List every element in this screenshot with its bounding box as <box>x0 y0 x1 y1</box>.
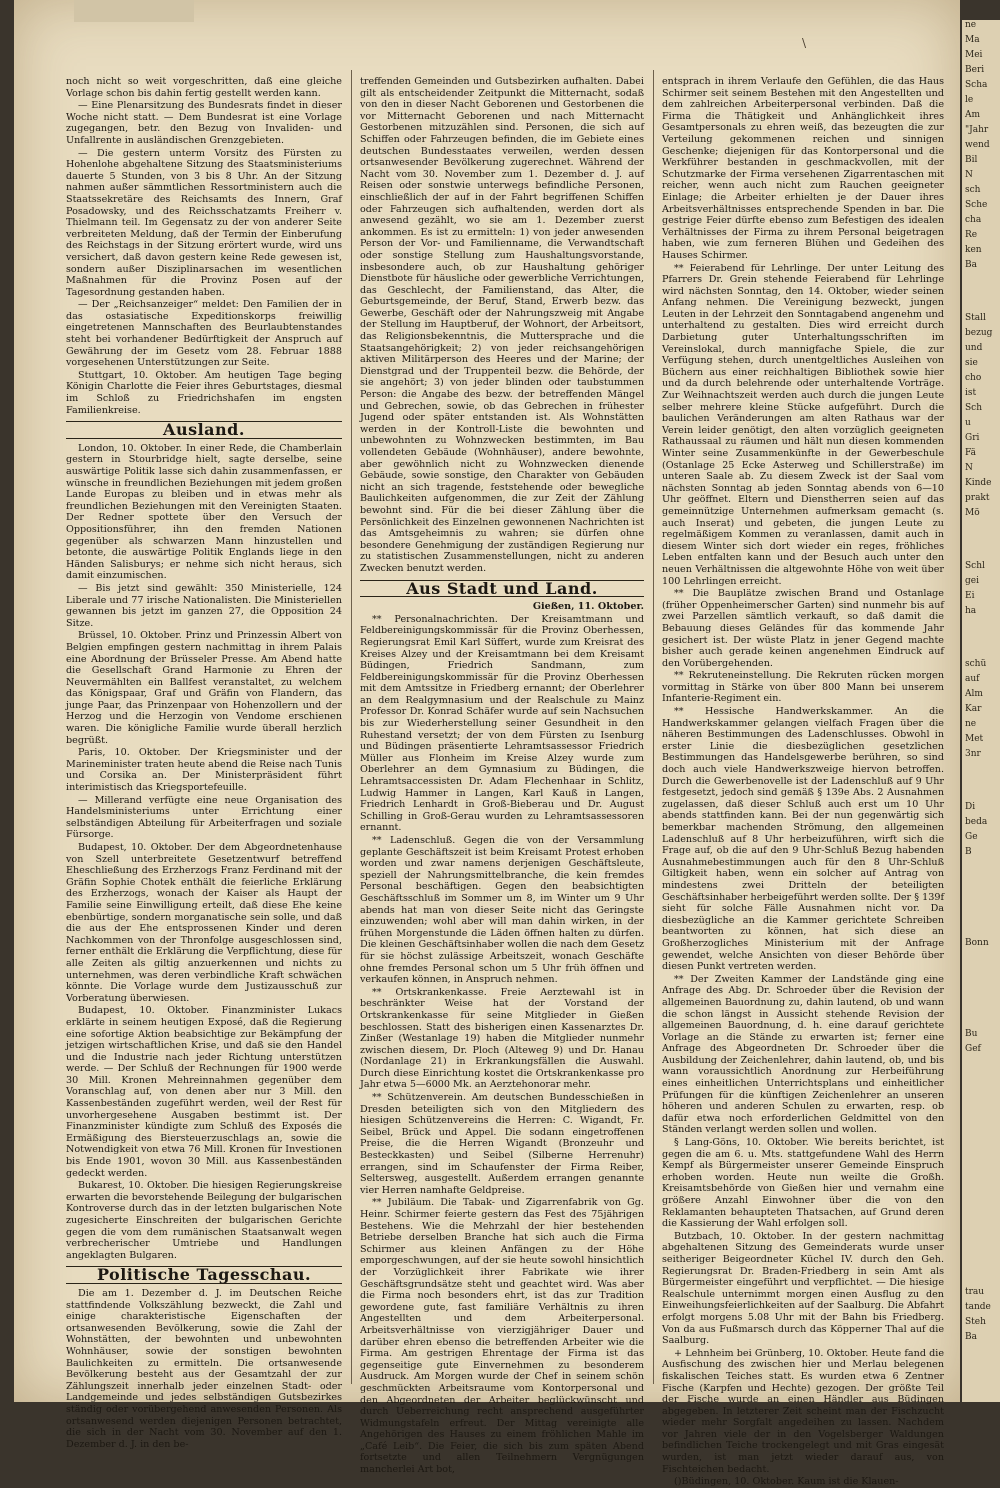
paragraph: ** Schützenverein. Am deutschen Bundesschießen in Dresden beteiligten sich von den Mitgliedern des hiesigen Schützenvereins die Herren: C. Wigandt, Fr. Seibel, Brück und Appel. Die sodann eingetroffenen Preise, die die Herren Wigandt (Bronzeuhr und Besteckkasten) und Seibel (Silberne Herrenuhr) errangen, sind im Schaufenster der Firma Reiber, Seltersweg, ausgestellt. Außerdem errangen genannte vier Herren namhafte Geldpreise. <box>360 1092 644 1196</box>
strip-fragment: Ma <box>965 35 980 45</box>
paragraph: treffenden Gemeinden und Gutsbezirken aufhalten. Dabei gilt als entscheidender Zeitpunkt die Mitternacht, sodaß von den in dieser Nacht Geborenen und Gestorbenen die vor Mitternacht Geborenen und nach Mitternacht Gestorbenen mitzuzählen sind. Personen, die sich auf Schiffen oder Fahrzeugen befinden, die im Gebiete eines deutschen Bundesstaates verweilen, werden dessen ortsanwesender Bevölkerung zugerechnet. Während der Nacht vom 30. November zum 1. Dezember d. J. auf Reisen oder sonstwie unterwegs befindliche Personen, einschließlich der auf in der Fahrt begriffenen Schiffen oder Fahrzeugen sich aufhaltenden, werden dort als anwesend gezählt, wo sie am 1. Dezember zuerst ankommen. Es ist zu ermitteln: 1) von jeder anwesenden Person der Vor- und Familienname, die Verwandtschaft oder sonstige Stellung zum Haushaltungsvorstande, insbesondere auch, ob zur Haushaltung gehöriger Dienstbote für häusliche oder gewerbliche Verrichtungen, das Geschlecht, der Familienstand, das Alter, die Geburtsgemeinde, der Beruf, Stand, Erwerb bezw. das Gewerbe, Geschäft oder der Nahrungszweig mit Angabe der Stellung im Hauptberuf, der Wohnort, der Arbeitsort, das Religionsbekenntnis, die Muttersprache und die Staatsangehörigkeit; 2) von jeder reichsangehörigen aktiven Militärperson des Heeres und der Marine; der Dienstgrad und der Truppenteil bezw. die Behörde, der sie angehört; 3) von jeder blinden oder taubstummen Person: die Angabe des bezw. der betreffenden Mängel und Gebrechen, sowie, ob das Gebrechen in frühester Jugend oder später entstanden ist. Als Wohnstätten werden in der Kontroll-Liste die bewohnten und unbewohnten zu Wohnzwecken bestimmten, im Bau vollendeten Gebäude (Wohnhäuser), andere bewohnte, aber gewöhnlich nicht zu Wohnzwecken dienende Gebäude, sowie sonstige, den Charakter von Gebäuden nicht an sich tragende, feststehende oder bewegliche Baulichkeiten aufgenommen, die zur Zeit der Zählung bewohnt sind. Für die bei dieser Zählung über die Persönlichkeit des Einzelnen gewonnenen Nachrichten ist das Amtsgeheimnis zu wahren; sie dürfen ohne besondere Genehmigung der zuständigen Regierung nur zu statistischen Zusammenstellungen, nicht zu anderen Zwecken benutzt werden. <box>360 76 644 574</box>
strip-gap <box>962 862 1000 900</box>
page-edge-tape <box>74 0 194 22</box>
strip-fragment: wend <box>965 140 990 150</box>
paragraph: ** Jubiläum. Die Tabak- und Zigarrenfabrik von Gg. Heinr. Schirmer feierte gestern das Fest des 75jährigen Bestehens. Wie die Mehrzahl der hier bestehenden Betriebe derselben Branche hat sich auch die Firma Schirmer aus kleinen Anfängen zu der Höhe emporgeschwungen, auf der sie heute sowohl hinsichtlich der Vorzüglichkeit ihrer Fabrikate wie ihrer Geschäftsgrundsätze steht und geachtet wird. Was aber die Firma noch besonders ehrt, ist das zur Tradition gewordene gute, fast familiäre Verhältnis zu ihren Angestellten und dem Arbeiterpersonal. Arbeitsverhältnisse von vierzigjähriger Dauer und darüber ehren ebenso die betreffenden Arbeiter wie die Firma. Am gestrigen Ehrentage der Firma ist das gegenseitige gute Einvernehmen zu besonderem Ausdruck. Am Morgen wurde der Chef in seinem schön geschmückten Arbeitsraume vom Kontorpersonal und den Abgeordneten der Arbeiter beglückwünscht und durch Ueberreichung recht ansprechend ausgeführter Widmungstafeln erfreut. Der Mittag vereinigte alle Angehörigen des Hauses zu einem fröhlichen Mahle im „Café Leib“. Die Feier, die sich bis zum späten Abend fortsetzte und allen Teilnehmern Vergnügungen mancherlei Art bot, <box>360 1197 644 1476</box>
paragraph: — Die gestern unterm Vorsitz des Fürsten zu Hohenlohe abgehaltene Sitzung des Staatsministeriums dauerte 5 Stunden, von 3 bis 8 Uhr. An der Sitzung nahmen außer sämmtlichen Ressortministern auch die Staatssekretäre des Reichsamts des Innern, Graf Posadowsky, und des Reichsschatzamts Freiherr v. Thielmann teil. Im Gegensatz zu der von anderer Seite verbreiteten Meldung, daß der Termin der Einberufung des Reichstags in der Sitzung erörtert wurde, wird uns versichert, daß davon gestern keine Rede gewesen ist, sondern außer Disziplinarsachen im wesentlichen Maßnahmen für die Provinz Posen auf der Tagesordnung gestanden haben. <box>66 147 342 298</box>
corner-mark: \ <box>802 36 807 50</box>
strip-fragment: sie <box>965 358 978 368</box>
strip-fragment: Sch <box>965 403 983 413</box>
strip-fragment: B <box>965 847 972 857</box>
strip-gap <box>962 1249 1000 1287</box>
strip-fragment: Steh <box>965 1317 986 1327</box>
strip-gap <box>962 1135 1000 1173</box>
strip-fragment: N <box>965 463 973 473</box>
strip-fragment: Gef <box>965 1044 981 1054</box>
strip-fragment: Mei <box>965 50 983 60</box>
strip-fragment: Kar <box>965 704 982 714</box>
strip-gap <box>962 953 1000 991</box>
strip-fragment: schü <box>965 659 987 669</box>
strip-fragment: Fä <box>965 448 976 458</box>
strip-fragment: und <box>965 343 983 353</box>
paragraph: ** Feierabend für Lehrlinge. Der unter Leitung des Pfarrers Dr. Grein stehende Feierabend für Lehrlinge wird nächsten Sonntag, den 14. Oktober, wieder seinen Anfang nehmen. Die Vereinigung bezweckt, jungen Leuten in der Lehrzeit den Sonntagabend angenehm und unterhaltend zu gestalten. Dies wird erreicht durch Darbietung guter Unterhaltungsschriften im Vereinslokal, durch mannigfache Spiele, die zur Verfügung stehen, durch unentgeltliches Ausleihen von Büchern aus einer reichhaltigen Bibliothek sowie hier und da durch belehrende oder unterhaltende Vorträge. Zur Weihnachtszeit werden auch durch die jungen Leute selber mehrere kleine Stücke aufgeführt. Durch die baulichen Veränderungen am alten Rathaus war der Verein leider genötigt, den alten vorzüglich geeigneten Rathaussaal zu räumen und hält nun diesen kommenden Winter seine Zusammenkünfte in der Gewerbeschule (Ostanlage 25 Ecke Asterweg und Schillerstraße) im unteren Saale ab. Zu diesem Zweck ist der Saal vom nächsten Sonntag ab jeden Sonntag abends von 6—10 Uhr geöffnet. Eltern und Dienstherren seien auf das gemeinnützige Unternehmen aufmerksam gemacht (s. auch Inserat) und gebeten, die jungen Leute zu regelmäßigem Kommen zu veranlassen, damit auch in diesem Winter sich dort wieder ein reges, fröhliches Leben entfalten kann und der Besuch auch unter den neuen Verhältnissen die altgewohnte Höhe von weit über 100 Lehrlingen erreicht. <box>662 262 944 587</box>
paragraph: Butzbach, 10. Oktober. In der gestern nachmittag abgehaltenen Sitzung des Gemeinderats wurde unser seitheriger Beigeordneter Küchel IV. durch den Geh. Regierungsrat Dr. Braden-Friedberg in sein Amt als Bürgermeister eingeführt und verpflichtet. — Die hiesige Realschule unternimmt morgen einen Ausflug zu den Einweihungsfeierlichkeiten auf der Saalburg. Die Abfahrt erfolgt morgens 5.08 Uhr mit der Bahn bis Friedberg. Von da aus Fußmarsch durch das Köpperner Thal auf die Saalburg. <box>662 1230 944 1347</box>
strip-gap <box>962 275 1000 313</box>
strip-gap <box>962 523 1000 561</box>
strip-fragment: Bu <box>965 1029 978 1039</box>
strip-gap <box>962 900 1000 938</box>
paragraph: ** Rekruteneinstellung. Die Rekruten rücken morgen vormittag in Stärke von über 800 Mann bei unserem Infanterie-Regiment ein. <box>662 670 944 705</box>
strip-fragment: trau <box>965 1287 985 1297</box>
paragraph: § Lang-Göns, 10. Oktober. Wie bereits berichtet, ist gegen die am 6. u. Mts. stattgefundene Wahl des Herrn Kempf als Bürgermeister unserer Gemeinde Einspruch erhoben worden. Heute nun weilte die Großh. Kreisamtsbehörde von Gießen hier und vernahm eine größere Anzahl Einwohner über die von den Reklamanten behaupteten Thatsachen, auf Grund deren die Kassierung der Wahl erfolgen soll. <box>662 1137 944 1230</box>
strip-fragment: bezug <box>965 328 993 338</box>
strip-fragment: Am <box>965 110 981 120</box>
paragraph: + Lehnheim bei Grünberg, 10. Oktober. Heute fand die Ausfischung des zwischen hier und Merlau belegenen fiskalischen Teiches statt. Es wurden etwa 6 Zentner Fische (Karpfen und Hechte) gezogen. Der größte Teil der Fische wurde an einen Händler aus Büdingen abgegeben. In letzterer Zeit scheint man der Fischzucht wieder mehr Sorgfalt angedeihen zu lassen. Nachdem vor Jahren viele der in den Vogelsberger Waldungen befindlichen Teiche trockengelegt und mit Gras eingesät wurden, ist man jetzt wieder darauf aus, von Fischteichen bedacht. <box>662 1347 944 1475</box>
column-left <box>66 76 342 1450</box>
strip-fragment: Mö <box>965 508 980 518</box>
paragraph: noch nicht so weit vorgeschritten, daß eine gleiche Vorlage schon bis dahin fertig gestellt werden kann. <box>66 76 342 99</box>
strip-fragment: ne <box>965 719 977 729</box>
strip-fragment: ha <box>965 606 977 616</box>
strip-fragment: "Jahr <box>965 125 989 135</box>
paragraph: ()Büdingen, 10. Oktober. Kaum ist die Klauen- <box>674 1476 899 1488</box>
strip-fragment: Ba <box>965 1332 977 1342</box>
strip-fragment: Ei <box>965 591 975 601</box>
strip-fragment: Beri <box>965 65 985 75</box>
strip-gap <box>962 1059 1000 1097</box>
paragraph: ** Ortskrankenkasse. Freie Aerztewahl ist in beschränkter Weise hat der Vorstand der Ortskrankenkasse für seine Mitglieder in Gießen beschlossen. Statt des bisherigen einen Kassenarztes Dr. Zinßer (Westanlage 19) haben die Mitglieder nunmehr zwischen diesem, Dr. Ploch (Alteweg 9) und Dr. Hanau (Nordanlage 21) in Erkrankungsfällen die Auswahl. Durch diese Einrichtung kostet die Ortskrankenkasse pro Jahr etwa 5—6000 Mk. an Aerztehonorar mehr. <box>360 986 644 1091</box>
strip-fragment: Stall <box>965 313 986 323</box>
column-rule <box>351 70 352 1384</box>
paragraph: — Der „Reichsanzeiger“ meldet: Den Familien der in das ostasiatische Expeditionskorps freiwillig eingetretenen Mannschaften des Beurlaubtenstandes steht bei vorhandener Bedürftigkeit der Anspruch auf Gewährung der im Gesetz vom 28. Februar 1888 vorgesehenen Unterstützungen zur Seite. <box>66 299 342 369</box>
paragraph: ** Der Zweiten Kammer der Landstände ging eine Anfrage des Abg. Dr. Schroeder über die Revision der allgemeinen Bauordnung zu, dahin lautend, ob und wann die schon längst in Aussicht stehende Revision der allgemeinen Bauordnung, d. h. eine darauf gerichtete Vorlage an die Stände zu erwarten ist; ferner eine Anfrage des Abgeordneten Dr. Schroeder über die Ausbildung der Zeichenlehrer, dahin lautend, ob, und bis wann voraussichtlich Anordnung zur Herbeiführung eines einheitlichen Unterrichtsplans und einheitlicher Prüfungen für die künftigen Zeichenlehrer an unseren höheren und anderen Schulen zu erwarten, resp. ob dafür etwa noch erforderlichen Geldmittel von den Ständen verlangt werden sollen und wollen. <box>662 973 944 1136</box>
strip-fragment: Ba <box>965 260 977 270</box>
strip-fragment: beda <box>965 817 988 827</box>
strip-fragment: ne <box>965 20 977 30</box>
paragraph: ** Ladenschluß. Gegen die von der Versammlung geplante Geschäftszeit ist beim Kreisamt Protest erhoben worden und zwar namens derjenigen Geschäftsleute, speziell der Nahrungsmittelbranche, die kein fremdes Personal beschäftigen. Gegen den beabsichtigten Geschäftsschluß im Sommer um 8, im Winter um 9 Uhr abends hat man von dieser Seite nicht das Geringste einzuwenden; wohl aber will man dahin wirken, in der frühen Morgenstunde die Läden öffnen halten zu dürfen. Die kleinen Geschäftsinhaber wollen die nach dem Gesetz für sie höchst zulässige Arbeitszeit, wonach Geschäfte ohne fremdes Personal schon um 5 Uhr früh öffnen und verkaufen können, in Anspruch nehmen. <box>360 835 644 986</box>
column-rule <box>653 70 654 1384</box>
newspaper-page <box>14 0 960 1488</box>
strip-gap <box>962 991 1000 1029</box>
paragraph: — Bis jetzt sind gewählt: 350 Ministerielle, 124 Liberale und 77 irische Nationalisten. Die Ministeriellen gewannen bis jetzt im ganzen 27, die Opposition 24 Sitze. <box>66 582 342 629</box>
strip-gap <box>962 1211 1000 1249</box>
paragraph: entsprach in ihrem Verlaufe den Gefühlen, die das Haus Schirmer seit seinem Bestehen mit den Angestellten und dem zahlreichen Arbeiterpersonal verbinden. Daß die Firma die Thätigkeit und Anhänglichkeit ihres Gesamtpersonals zu ehren weiß, das bezeugten die zur Verteilung gekommenen reichen und sinnigen Geschenke; diejenigen für das Kontorpersonal und die Werkführer bestanden in geschmackvollen, mit der Schutzmarke der Firma versehenen Zigarrentaschen mit reicher, wenn auch nicht zum Rauchen geeigneter Einlage; die Arbeiter erhielten je der Dauer ihres Arbeitsverhältnisses entsprechende Spenden in bar. Die gestrige Feier dürfte ebenso zum Befestigen des idealen Verhältnisses der Firma zu ihrem Personal beigetragen haben, wie zum ferneren Blühen und Gedeihen des Hauses Schirmer. <box>662 76 944 261</box>
strip-fragment: Sche <box>965 200 988 210</box>
strip-fragment: Di <box>965 802 976 812</box>
paragraph: London, 10. Oktober. In einer Rede, die Chamberlain gestern in Stourbridge hielt, sagte derselbe, seine auswärtige Politik lasse sich dahin zusammenfassen, er wünsche in freundlichen Beziehungen mit jedem großen Lande Europas zu bleiben und in etwas mehr als freundlichen Beziehungen mit den Vereinigten Staaten. Der Redner spottete über den Versuch der Oppositionsführer, ihn den fremden Nationen gegenüber als schwarzen Mann hinzustellen und betonte, die auswärtige Politik Englands liege in den Händen Salisburys; er nehme sich nicht heraus, sich damit einzumischen. <box>66 442 342 582</box>
section-heading-stadt-und-land: Aus Stadt und Land. <box>360 580 644 598</box>
strip-fragment: ken <box>965 245 982 255</box>
dateline: Gießen, 11. Oktober. <box>532 601 644 613</box>
strip-gap <box>962 1097 1000 1135</box>
strip-fragment: prakt <box>965 493 990 503</box>
section-heading-ausland: Ausland. <box>66 421 342 439</box>
strip-fragment: Kinde <box>965 478 992 488</box>
paragraph: Paris, 10. Oktober. Der Kriegsminister und der Marineminister traten heute abend die Reise nach Tunis und Corsika an. Der Ministerpräsident führt interimistisch das Kriegsportefeuille. <box>66 747 342 794</box>
strip-fragment: sch <box>965 185 981 195</box>
paragraph: ** Hessische Handwerkskammer. An die Handwerkskammer gelangen vielfach Fragen über die näheren Bestimmungen des Ladenschlusses. Obwohl in erster Linie die diesbezüglichen gesetzlichen Bestimmungen das Handelsgewerbe berühren, so sind doch auch viele Handwerkszweige hiervon betroffen. Durch die Gewerbenovelle ist der Ladenschluß auf 9 Uhr festgesetzt, jedoch sind gemäß § 139e Abs. 2 Ausnahmen zugelassen, daß dieser Schluß auch erst um 10 Uhr abends stattfinden kann. Bei der nun gegenwärtig sich bemerkbar machenden Strömung, den allgemeinen Ladenschluß auf 8 Uhr herbeizuführen, wirft sich die Frage auf, ob die auf den 9 Uhr-Schluß Bezug habenden Ausnahmebestimmungen auch für den 8 Uhr-Schluß Giltigkeit haben, wenn ein solcher auf Antrag von mindestens zwei Dritteln der beteiligten Geschäftsinhaber herbeigeführt werden sollte. Der § 139f sieht für solche Fälle Ausnahmen nicht vor. Da diesbezügliche an die Kammer gerichtete Schreiben beantworten zu können, hat sich diese an Großherzogliches Ministerium mit der Anfrage gewendet, welche Ansichten von dieser Behörde über diesen Punkt vertreten werden. <box>662 706 944 973</box>
strip-fragment: ist <box>965 388 977 398</box>
paragraph: Budapest, 10. Oktober. Finanzminister Lukacs erklärte in seinem heutigen Exposé, daß die Regierung eine sofortige Aktion beabsichtige zur Bekämpfung der jetzigen wirtschaftlichen Krise, und daß sie den Handel und die Industrie nach jeder Richtung unterstützen werde. — Der Schluß der Rechnungen für 1900 werde 30 Mill. Kronen Mehreinnahmen gegenüber dem Voranschlag auf, von denen aber nur 3 Mill. den Kassenbeständen zugeführt werden, weil der Rest für unvorhergesehene Ausgaben bestimmt ist. Der Finanzminister kündigte zum Schluß des Exposés die Ermäßigung des Biersteuerzuschlags an, sowie die Notwendigkeit von etwa 76 Mill. Kronen für Investionen bis Ende 1901, wovon 30 Mill. aus Kassenbeständen gedeckt werden. <box>66 1005 342 1179</box>
strip-fragment: Gri <box>965 433 980 443</box>
strip-fragment: Alm <box>965 689 983 699</box>
paragraph: Stuttgart, 10. Oktober. Am heutigen Tage beging Königin Charlotte die Feier ihres Geburtstages, diesmal im Schloß zu Friedrichshafen im engsten Familienkreise. <box>66 369 342 416</box>
strip-fragment: Schl <box>965 561 985 571</box>
strip-fragment: cho <box>965 373 982 383</box>
paragraph: Bukarest, 10. Oktober. Die hiesigen Regierungskreise erwarten die bevorstehende Beilegung der bulgarischen Kontroverse durch das in der letzten bulgarischen Note zugesicherte Einschreiten der bulgarischen Gerichte gegen die vom dem rumänischen Staatsanwalt wegen verbrecherischer Umtriebe und Handlungen angeklagten Bulgaren. <box>66 1180 342 1261</box>
strip-fragment: Re <box>965 230 978 240</box>
strip-fragment: Scha <box>965 80 988 90</box>
column-right <box>662 76 944 1488</box>
paragraph: Budapest, 10. Oktober. Der dem Abgeordnetenhause von Szell unterbreitete Gesetzentwurf betreffend Eheschließung des Erzherzogs Franz Ferdinand mit der Gräfin Sophie Chotek enthält die feierliche Erklärung des Erzherzogs, wonach der Kaiser als Haupt der Familie seine Einwilligung erteilt, daß diese Ehe keine ebenbürtige, sondern morganatische sein solle, und daß die aus der Ehe entsprossenen Kinder und deren Nachkommen von der Thronfolge ausgeschlossen sind, ferner enthält die Erklärung die Verpflichtung, diese für alle Zeiten als giltig anzuerkennen und nichts zu unternehmen, was deren verbindliche Kraft schwächen könnte. Die Vorlage wurde dem Justizausschuß zur Vorberatung überwiesen. <box>66 842 342 1004</box>
section-heading-tagesschau: Politische Tagesschau. <box>66 1266 342 1284</box>
paragraph: ** Die Bauplätze zwischen Brand und Ostanlage (früher Oppenheimerscher Garten) sind nunmehr bis auf zwei Parzellen sämtlich verkauft, so daß damit die Bebauung dieses Geländes für das kommende Jahr gesichert ist. Der wüste Platz in jener Gegend machte bisher auch gerade keinen angenehmen Eindruck auf den Vorübergehenden. <box>662 588 944 669</box>
paragraph: — Millerand verfügte eine neue Organisation des Handelsministeriums unter Errichtung einer selbständigen Abteilung für Arbeiterfragen und soziale Fürsorge. <box>66 794 342 841</box>
column-middle <box>360 76 644 1476</box>
paragraph: Die am 1. Dezember d. J. im Deutschen Reiche stattfindende Volkszählung bezweckt, die Zahl und einige charakteristische Eigenschaften der ortsanwesenden Bevölkerung, sowie die Zahl der Wohnstätten, der bewohnten und unbewohnten Wohnhäuser, sowie der sonstigen bewohnten Baulichkeiten zu ermitteln. Die ortsanwesende Bevölkerung besteht aus der Gesamtzahl der zur Zählungszeit innerhalb jeder einzelnen Stadt- oder Landgemeinde und jedes selbständigen Gutsbezirkes ständig oder vorübergehend anwesenden Personen. Als ortsanwesend werden diejenigen Personen betrachtet, die sich in der Nacht vom 30. November auf den 1. Dezember d. J. in den be- <box>66 1287 342 1450</box>
strip-gap <box>962 621 1000 659</box>
paragraph: — Eine Plenarsitzung des Bundesrats findet in dieser Woche nicht statt. — Dem Bundesrat ist eine Vorlage zugegangen, betr. den Bezug von Invaliden- und Unfallrente in ausländischen Grenzgebieten. <box>66 100 342 146</box>
paragraph: Brüssel, 10. Oktober. Prinz und Prinzessin Albert von Belgien empfingen gestern nachmittag in ihrem Palais eine Abordnung der Brüsseler Presse. Am Abend hatte die Gesellschaft Grand Harmonie zu Ehren der Neuvermählten ein Ballfest veranstaltet, zu welchem das Königspaar, Graf und Gräfin von Flandern, das junge Paar, das Prinzenpaar von Hohenzollern und der Herzog und die Herzogin von Vendome erschienen waren. Die königliche Familie wurde überall herzlich begrüßt. <box>66 630 342 746</box>
strip-fragment: gei <box>965 576 979 586</box>
strip-fragment: tande <box>965 1302 991 1312</box>
strip-fragment: 3nr <box>965 749 981 759</box>
strip-gap <box>962 764 1000 802</box>
strip-fragment: u <box>965 418 971 428</box>
strip-fragment: cha <box>965 215 982 225</box>
paragraph: ** Personalnachrichten. Der Kreisamtmann und Feldbereinigungskommissär für die Provinz Oberhessen, Regierungsrat Emil Karl Süffert, wurde zum Kreisrat des Kreises Alzey und der Kreisamtmann bei dem Kreisamt Büdingen, Friedrich Sandmann, zum Feldbereinigungskommissär für die Provinz Oberhessen mit dem Amtssitze in Friedberg ernannt; der Oberlehrer an dem Realgymnasium und der Realschule zu Mainz Professor Dr. Konrad Schäfer wurde auf sein Nachsuchen bis zur Wiederherstellung seiner Gesundheit in den Ruhestand versetzt; der von dem Fürsten zu Isenburg und Büdingen präsentierte Lehramtsassessor Friedrich Müller aus Flonheim im Kreise Alzey wurde zum Oberlehrer an dem Gymnasium zu Büdingen, die Lehramtsaccessisten Dr. Adam Flechenhaar in Schlitz, Ludwig Hammer in Langen, Karl Kauß in Langen, Friedrich Lenhardt in Groß-Bieberau und Dr. August Schilling in Groß-Gerau wurden zu Lehramtsassessoren ernannt. <box>360 613 644 834</box>
strip-fragment: le <box>965 95 974 105</box>
strip-fragment: Ge <box>965 832 978 842</box>
strip-fragment: Bil <box>965 155 978 165</box>
adjacent-page-strip <box>962 20 1000 1402</box>
strip-fragment: Met <box>965 734 984 744</box>
strip-fragment: N <box>965 170 973 180</box>
strip-fragment: auf <box>965 674 980 684</box>
strip-gap <box>962 1173 1000 1211</box>
strip-fragment: Bonn <box>965 938 989 948</box>
